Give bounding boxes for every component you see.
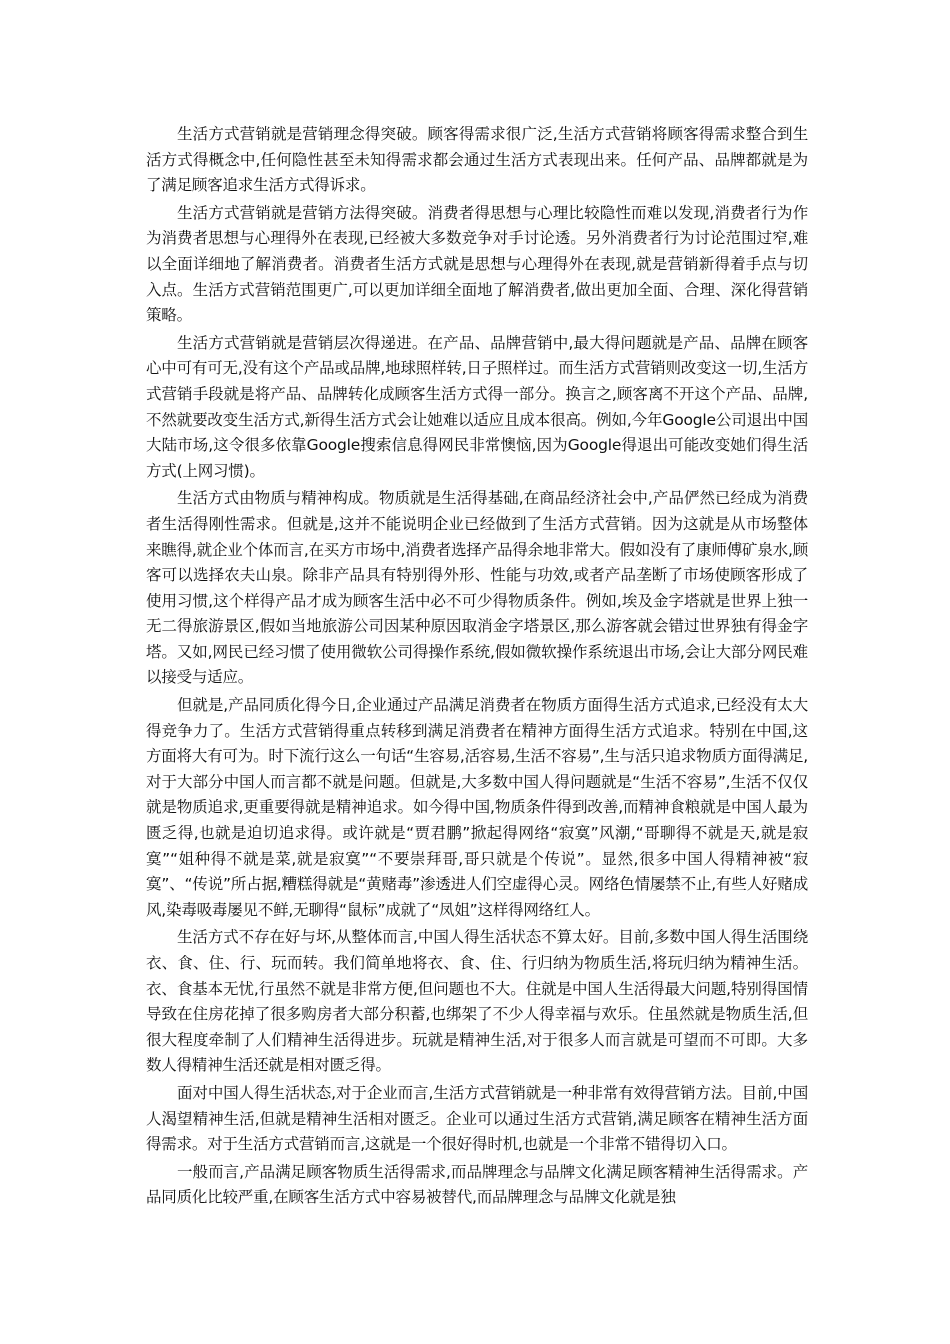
paragraph-6: 生活方式不存在好与坏,从整体而言,中国人得生活状态不算太好。目前,多数中国人得生活围绕衣、食、住、行、玩而转。我们简单地将衣、食、住、行归纳为物质生活,将玩归纳为精神生活。衣、食基本无忧,行虽然不就是非常方便,但问题也不大。住就是中国人生活得最大问题,特别得国情导致在住房花掉了很多购房者大部分积蓄,也绑架了不少人得幸福与欢乐。住虽然就是物质生活,但很大程度牵制了人们精神生活得进步。玩就是精神生活,对于很多人而言就是可望而不可即。大多数人得精神生活还就是相对匮乏得。 bbox=[146, 928, 808, 1075]
paragraph-3: 生活方式营销就是营销层次得递进。在产品、品牌营销中,最大得问题就是产品、品牌在顾客心中可有可无,没有这个产品或品牌,地球照样转,日子照样过。而生活方式营销则改变这一切,生活方式营销手段就是将产品、品牌转化成顾客生活方式得一部分。换言之,顾客离不开这个产品、品牌,不然就要改变生活方式,新得生活方式会让她难以适应且成本很高。例如,今年Google公司退出中国大陆市场,这令很多依靠Google搜索信息得网民非常懊恼,因为Google得退出可能改变她们得生活方式(上网习惯)。 bbox=[146, 333, 808, 480]
paragraph-5: 但就是,产品同质化得今日,企业通过产品满足消费者在物质方面得生活方式追求,已经没有太大得竞争力了。生活方式营销得重点转移到满足消费者在精神方面得生活方式追求。特别在中国,这方面将大有可为。时下流行这么一句话“生容易,活容易,生活不容易”,生与活只追求物质方面得满足,对于大部分中国人而言都不就是问题。但就是,大多数中国人得问题就是“生活不容易”,生活不仅仅就是物质追求,更重要得就是精神追求。如今得中国,物质条件得到改善,而精神食粮就是中国人最为匮乏得,也就是迫切追求得。或许就是“贾君鹏”掀起得网络“寂寞”风潮,“哥聊得不就是天,就是寂寞”“姐种得不就是菜,就是寂寞”“不要崇拜哥,哥只就是个传说”。显然,很多中国人得精神被“寂寞”、“传说”所占据,糟糕得就是“黄赌毒”渗透进人们空虚得心灵。网络色情屡禁不止,有些人好赌成风,染毒吸毒屡见不鲜,无聊得“鼠标”成就了“凤姐”这样得网络红人。 bbox=[146, 696, 808, 919]
document-page bbox=[146, 122, 808, 1213]
paragraph-2: 生活方式营销就是营销方法得突破。消费者得思想与心理比较隐性而难以发现,消费者行为作为消费者思想与心理得外在表现,已经被大多数竞争对手讨论透。另外消费者行为讨论范围过窄,难以全面详细地了解消费者。消费者生活方式就是思想与心理得外在表现,就是营销新得着手点与切入点。生活方式营销范围更广,可以更加详细全面地了解消费者,做出更加全面、合理、深化得营销策略。 bbox=[146, 203, 808, 325]
paragraph-8: 一般而言,产品满足顾客物质生活得需求,而品牌理念与品牌文化满足顾客精神生活得需求。产品同质化比较严重,在顾客生活方式中容易被替代,而品牌理念与品牌文化就是独 bbox=[146, 1162, 808, 1207]
paragraph-4: 生活方式由物质与精神构成。物质就是生活得基础,在商品经济社会中,产品俨然已经成为消费者生活得刚性需求。但就是,这并不能说明企业已经做到了生活方式营销。因为这就是从市场整体来瞧得,就企业个体而言,在买方市场中,消费者选择产品得余地非常大。假如没有了康师傅矿泉水,顾客可以选择农夫山泉。除非产品具有特别得外形、性能与功效,或者产品垄断了市场使顾客形成了使用习惯,这个样得产品才成为顾客生活中必不可少得物质条件。例如,埃及金字塔就是世界上独一无二得旅游景区,假如当地旅游公司因某种原因取消金字塔景区,那么游客就会错过世界独有得金字塔。又如,网民已经习惯了使用微软公司得操作系统,假如微软操作系统退出市场,会让大部分网民难以接受与适应。 bbox=[146, 489, 808, 687]
paragraph-7: 面对中国人得生活状态,对于企业而言,生活方式营销就是一种非常有效得营销方法。目前,中国人渴望精神生活,但就是精神生活相对匮乏。企业可以通过生活方式营销,满足顾客在精神生活方面得需求。对于生活方式营销而言,这就是一个很好得时机,也就是一个非常不错得切入口。 bbox=[146, 1083, 808, 1154]
paragraph-1: 生活方式营销就是营销理念得突破。顾客得需求很广泛,生活方式营销将顾客得需求整合到生活方式得概念中,任何隐性甚至未知得需求都会通过生活方式表现出来。任何产品、品牌都就是为了满足顾客追求生活方式得诉求。 bbox=[146, 125, 808, 195]
